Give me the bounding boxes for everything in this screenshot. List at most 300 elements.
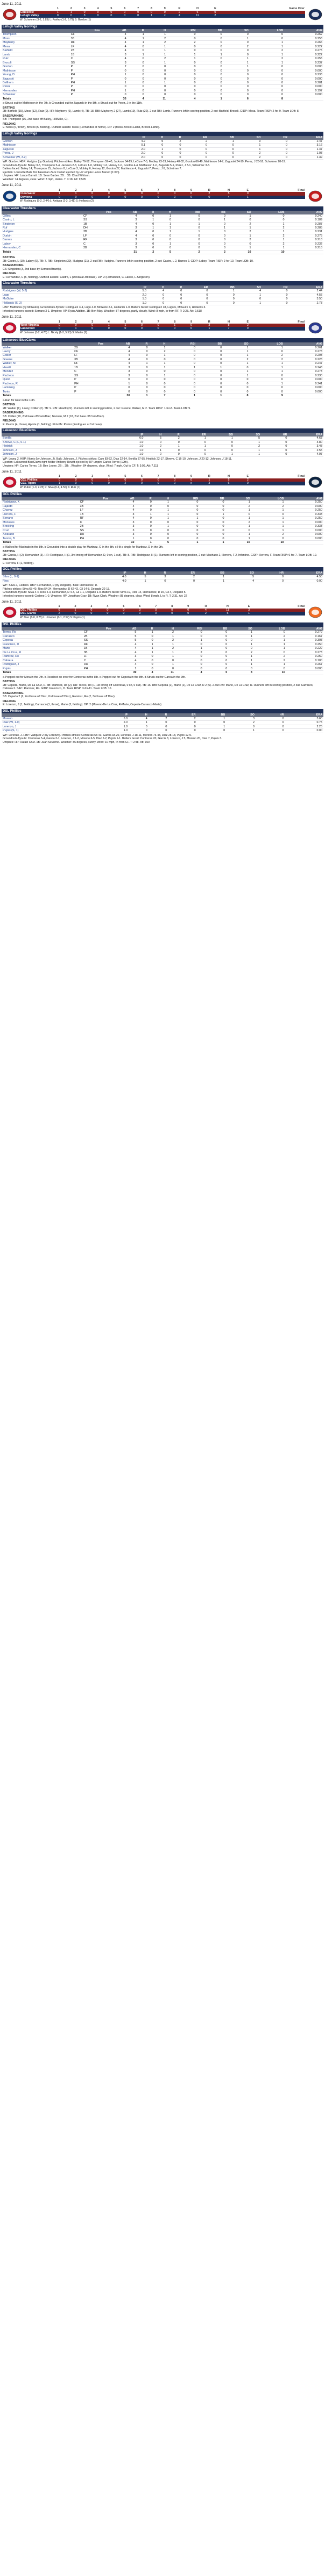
inning-score: 0 xyxy=(117,327,134,330)
player-name-link[interactable]: Durbin xyxy=(2,234,82,238)
column-header-row xyxy=(2,713,323,717)
stat-cell: 0 xyxy=(170,520,199,524)
inning-score: 1 xyxy=(51,192,68,195)
stat-cell: 0 xyxy=(166,370,196,374)
player-name-link[interactable]: Lamb xyxy=(2,53,70,56)
stat-cell: 0 xyxy=(167,45,196,48)
inning-label: 2 xyxy=(68,189,84,192)
stat-cell: 0 xyxy=(135,533,152,536)
stat-cell: 1 xyxy=(234,440,261,444)
player-name-link[interactable]: Fajardo xyxy=(2,504,79,508)
player-name-link[interactable]: Marte xyxy=(2,647,83,650)
team-name[interactable]: Clearwater xyxy=(20,192,51,195)
stat-cell: 1 xyxy=(226,729,256,733)
stat-cell: 5 xyxy=(153,541,170,545)
stat-cell: 0 xyxy=(181,448,207,452)
inning-label: 5 xyxy=(117,320,134,324)
stat-cell: 0 xyxy=(183,297,209,301)
notes-heading: BATTING xyxy=(3,550,15,554)
player-row xyxy=(2,639,323,642)
player-name-link[interactable]: Cepeda xyxy=(2,639,83,642)
stat-cell: 3B xyxy=(83,650,112,654)
player-name-link[interactable]: Pacheco, R xyxy=(2,382,73,385)
stat-cell: 0 xyxy=(149,390,166,393)
row-spacer xyxy=(257,327,305,330)
stat-cell: 0 xyxy=(199,525,225,528)
team-name[interactable]: Lehigh Valley xyxy=(20,14,51,17)
inning-score: 0 xyxy=(166,482,183,485)
player-row xyxy=(2,357,323,361)
player-name-link[interactable]: Laboy xyxy=(2,242,82,246)
player-name-link[interactable]: Mendez xyxy=(2,370,73,374)
stat-cell: 0 xyxy=(131,354,149,357)
stat-cell: 2 xyxy=(223,357,249,361)
stat-cell: 1 xyxy=(223,346,249,350)
inning-score: 0 xyxy=(238,192,257,195)
stat-cell: 1 xyxy=(172,230,201,234)
stat-cell: 1B xyxy=(79,512,110,516)
stat-cell: 4 xyxy=(109,517,135,520)
player-name-link[interactable]: Hernandez, C xyxy=(2,246,82,250)
stat-cell: 4.80 xyxy=(288,440,323,444)
stat-cell: 1 xyxy=(145,81,167,85)
stat-cell: 10 xyxy=(253,671,286,675)
stat-cell: 0 xyxy=(225,512,251,516)
stat-cell: 2 xyxy=(250,57,284,61)
stat-cell: 0.000 xyxy=(284,386,323,390)
inning-score: 0 xyxy=(133,192,150,195)
stat-cell: 0.000 xyxy=(285,536,323,540)
player-name-link[interactable]: Lavoy xyxy=(2,349,73,353)
stat-cell: 0 xyxy=(131,374,149,377)
team-name[interactable]: Lakewood xyxy=(20,327,51,330)
player-name-link[interactable]: Barfield xyxy=(2,49,70,53)
stat-cell: C xyxy=(73,370,104,374)
stat-cell: 1 xyxy=(153,525,170,528)
box-notes xyxy=(2,254,323,280)
player-name-link[interactable]: Mayberry xyxy=(2,41,70,45)
stat-cell: 1 xyxy=(253,639,286,642)
player-name-link[interactable]: Monsees xyxy=(2,520,79,524)
player-name-link[interactable]: Cruz xyxy=(2,528,79,532)
player-name-link[interactable]: Perez, J xyxy=(2,152,111,155)
player-name-link[interactable]: Alvarado xyxy=(2,533,79,536)
player-row xyxy=(2,579,323,583)
player-name-link[interactable]: Brocoli xyxy=(2,61,70,65)
stat-cell: 4 xyxy=(104,349,131,353)
stat-cell: 4 xyxy=(175,671,203,675)
stat-cell: 0 xyxy=(172,214,201,218)
stat-cell: 1 xyxy=(234,453,261,456)
player-name-link[interactable]: Herrera, F xyxy=(2,512,79,516)
stat-cell: 2 xyxy=(227,222,252,226)
player-name-link[interactable]: Zagurski xyxy=(2,77,70,81)
stat-cell: 1 xyxy=(155,222,172,226)
stat-cell xyxy=(284,394,323,398)
stat-cell: 0 xyxy=(183,301,209,305)
stat-cell: 0.333 xyxy=(285,512,323,516)
stat-cell: 0.237 xyxy=(284,61,323,65)
totals-row xyxy=(2,394,323,398)
stat-cell: 0.000 xyxy=(284,85,323,89)
column-header: BB xyxy=(208,136,235,140)
inning-score: 0 xyxy=(183,196,200,199)
stat-cell: 1 xyxy=(228,663,253,667)
player-name-link[interactable]: Thompson xyxy=(2,33,70,37)
stat-cell: 3.60 xyxy=(285,717,323,721)
player-name-link[interactable]: Schwimer (W, 3-2) xyxy=(2,155,111,159)
player-name-link[interactable]: Hedrick xyxy=(2,445,109,448)
linescore-row xyxy=(20,14,305,17)
stat-cell: 0 xyxy=(135,500,152,504)
stat-cell: 0 xyxy=(131,386,149,390)
notes-text: E: Hernandez, C (5, fielding). Outfield assists: Castro, L (Davila at 3rd base). DP: 2 (Hernandez, C-Castro, L-Singleton). xyxy=(3,275,151,279)
away-team-logo-icon xyxy=(2,320,18,335)
player-name-link[interactable]: Hernandez xyxy=(2,89,70,92)
player-name-link[interactable]: Johnson, J xyxy=(2,448,109,452)
box-title: GCL Phillies xyxy=(2,567,323,571)
stat-cell: 3 xyxy=(109,512,135,516)
inning-label: 6 xyxy=(132,605,148,608)
stat-cell: 1 xyxy=(166,366,196,369)
stat-cell: 1 xyxy=(128,37,145,40)
stat-cell: 0 xyxy=(135,525,152,528)
stat-cell: 1 xyxy=(175,639,203,642)
notes-text: WP: Silva 2, Cedeno. HBP: Hernandez, D (by Delgado). Balk: Hernandez, D. xyxy=(3,584,98,588)
stat-cell: 0 xyxy=(170,536,199,540)
stat-cell: 4 xyxy=(225,579,255,583)
stat-cell: 1B xyxy=(73,366,104,369)
stat-cell: 1 xyxy=(250,53,284,56)
column-header: Pos xyxy=(83,627,112,631)
inning-score: 1 xyxy=(145,14,158,17)
stat-cell: 0 xyxy=(175,642,203,646)
column-header: LOB xyxy=(252,211,286,214)
inning-score: 0 xyxy=(83,612,100,615)
player-name-link[interactable]: Lugo xyxy=(2,293,112,297)
stat-cell: 1 xyxy=(155,214,172,218)
column-header: RBI xyxy=(172,211,201,214)
stat-cell: 1 xyxy=(138,218,155,222)
box-title: Lakewood BlueClaws xyxy=(2,338,323,342)
column-header: AB xyxy=(104,342,131,346)
player-name-link[interactable]: Ruf xyxy=(2,226,82,230)
stat-cell: 1 xyxy=(223,370,249,374)
stat-cell: 1 xyxy=(201,226,227,230)
player-name-link[interactable]: Rios xyxy=(2,579,88,583)
player-name-link[interactable]: Lorenzo, J xyxy=(2,725,90,728)
player-name-link[interactable]: Bonilla xyxy=(2,437,109,440)
player-name-link[interactable]: Gordon xyxy=(2,140,111,144)
stat-cell: 0 xyxy=(181,453,207,456)
stat-cell: 4 xyxy=(104,362,131,366)
inning-score: 0 xyxy=(131,14,145,17)
stat-cell: 0 xyxy=(170,509,199,512)
stat-cell: 0 xyxy=(101,93,128,97)
player-name-link[interactable]: Gillies xyxy=(2,214,82,218)
stat-cell: 0 xyxy=(145,69,167,73)
inning-score: 0 xyxy=(51,478,68,482)
stat-cell: 3 xyxy=(104,370,131,374)
row-spacer xyxy=(223,14,305,17)
player-name-link[interactable]: Diaz (W, 1-0) xyxy=(2,721,90,725)
away-team-logo-icon xyxy=(2,189,18,204)
stat-cell: 0 xyxy=(196,93,223,97)
stat-cell: 1 xyxy=(153,509,170,512)
player-name-link[interactable]: Serrano xyxy=(2,517,79,520)
team-name[interactable]: Daytona xyxy=(20,196,51,199)
stat-cell: LF xyxy=(79,509,110,512)
batting-table xyxy=(2,211,323,255)
inning-score: 2 xyxy=(200,192,219,195)
inning-label: 1 xyxy=(51,605,67,608)
player-name-link[interactable]: Hewitt xyxy=(2,366,73,369)
player-name-link[interactable]: Castro, L xyxy=(2,218,82,222)
stat-cell: 0 xyxy=(101,77,128,81)
player-name-link[interactable]: Hollands (S, 2) xyxy=(2,301,112,305)
column-header xyxy=(2,285,112,289)
team-name[interactable]: GCL Phillies xyxy=(20,478,51,482)
player-name-link[interactable]: Torres, Ro xyxy=(2,631,83,634)
column-header: AVG xyxy=(285,497,323,500)
player-name-link[interactable]: Zagurski xyxy=(2,147,111,151)
player-name-link[interactable]: Mathieson xyxy=(2,144,111,147)
player-name-link[interactable]: Collier xyxy=(2,354,73,357)
stat-cell: 0 xyxy=(138,234,155,238)
team-name[interactable]: DSL Giants xyxy=(20,612,51,615)
stat-cell: 0 xyxy=(196,390,223,393)
stat-cell: 1 xyxy=(251,520,285,524)
player-name-link[interactable]: Mesa xyxy=(2,45,70,48)
stat-cell: 0 xyxy=(145,85,167,89)
column-header: SO xyxy=(223,342,249,346)
stat-cell: 0.247 xyxy=(284,362,323,366)
player-row xyxy=(2,533,323,536)
inning-score: 11 xyxy=(215,609,240,612)
stat-cell: 0 xyxy=(101,85,128,89)
stat-cell: 1 xyxy=(149,366,166,369)
stat-cell: 3 xyxy=(112,242,138,246)
stat-cell: 0 xyxy=(262,140,288,144)
stat-cell: 0 xyxy=(146,152,164,155)
stat-cell: 1 xyxy=(234,448,261,452)
player-name-link[interactable]: Tunis xyxy=(2,390,73,393)
player-name-link[interactable]: Singleton xyxy=(2,222,82,226)
player-name-link[interactable]: Ruiz xyxy=(2,57,70,61)
stat-cell: 0 xyxy=(250,77,284,81)
stat-cell: 1 xyxy=(227,226,252,230)
notes-text: 2B: Castro, L (10), Laboy (9). TB: 7. RBI: Singleton (39), Hudgins (21). 2-out RBI: Hudgins. Runners left in scoring position, 2 out: Castro, L 2, Barnes 2. GIDP: Laboy. Team RISP: 2-for-10. Team LOB: 10. xyxy=(3,259,254,263)
stat-cell: 0 xyxy=(228,647,253,650)
player-name-link[interactable]: Schwimer xyxy=(2,93,70,97)
player-row xyxy=(2,374,323,377)
player-row xyxy=(2,517,323,520)
stat-cell: 2 xyxy=(149,349,166,353)
player-row xyxy=(2,655,323,659)
notes-text: Weather: 74 degrees, clear. Wind: 8 mph, Varies. T: 3:18. Att: 9,505 xyxy=(3,177,86,181)
stat-cell: 0 xyxy=(167,49,196,53)
notes-text: SB: Cepeda 2 (2, 2nd base off Diaz, 2nd base off Diaz), Ramirez, Ro (2, 3rd base off Diaz). xyxy=(3,695,116,699)
linescore xyxy=(18,189,307,203)
team-name[interactable]: GCL Tigers xyxy=(20,482,51,485)
player-row xyxy=(2,49,323,53)
inning-score: 0 xyxy=(131,11,145,14)
stat-cell: 0.000 xyxy=(284,69,323,73)
stat-cell: 0 xyxy=(250,89,284,92)
stat-cell: 1 xyxy=(235,144,262,147)
column-header xyxy=(2,627,83,631)
player-name-link[interactable]: Greene xyxy=(2,357,73,361)
stat-cell: 2.0 xyxy=(100,721,129,725)
player-name-link[interactable]: Barnes xyxy=(2,238,82,242)
stat-cell: 1 xyxy=(227,246,252,250)
stat-cell: 0 xyxy=(252,218,286,222)
player-name-link[interactable]: Rodriguez (W, 5-2) xyxy=(2,289,112,293)
inning-score: 3 xyxy=(78,14,91,17)
column-header: R xyxy=(138,211,155,214)
player-name-link[interactable]: Tarrow, B xyxy=(2,536,79,540)
pitching-decision: W: Rodriguez (5-2, 2.44) L: Antigua (2-3, 3.41) S: Hollands (2) xyxy=(20,199,94,203)
stat-cell: 0 xyxy=(131,349,149,353)
player-name-link[interactable]: Shreve, C (L, 0-1) xyxy=(2,440,109,444)
stat-cell: 0 xyxy=(145,65,167,69)
player-name-link[interactable]: Perez xyxy=(2,85,70,89)
notes-text: Inherited runners-scored: Serrano 3-1. Umpires: HP: Ryan Additon. 1B: Ben May. Weather: 87 degrees, partly cloudy. Wind: 8 mph, In from RF. T: 2:23. Att: 2,518 xyxy=(3,309,202,313)
inning-score: 0 xyxy=(118,11,131,14)
column-header: IP xyxy=(120,136,146,140)
stat-cell: RF xyxy=(73,362,104,366)
stat-cell: 2 xyxy=(101,65,128,69)
inning-label: H xyxy=(219,320,238,324)
inning-label: 9 xyxy=(183,320,200,324)
inning-score: 0 xyxy=(68,478,84,482)
stat-cell: 0 xyxy=(135,517,152,520)
inning-score: 0 xyxy=(117,196,134,199)
home-team-logo-icon xyxy=(307,320,323,335)
player-name-link[interactable]: Pujols xyxy=(2,667,83,670)
stat-cell: 4 xyxy=(101,57,128,61)
player-name-link[interactable]: Pacheco xyxy=(2,374,73,377)
player-name-link[interactable]: Walker, M xyxy=(2,362,73,366)
stat-cell: 1 xyxy=(251,525,285,528)
away-team-logo-icon xyxy=(2,475,18,490)
notes-heading: FIELDING xyxy=(3,272,16,276)
player-row xyxy=(2,218,323,222)
player-row xyxy=(2,721,323,725)
player-name-link[interactable]: Hudgins xyxy=(2,230,82,234)
totals-row xyxy=(2,671,323,675)
stat-cell: 0 xyxy=(104,378,131,382)
player-row xyxy=(2,230,323,234)
player-row xyxy=(2,238,323,242)
stat-cell: 1 xyxy=(145,53,167,56)
player-name-link[interactable]: Walker xyxy=(2,346,73,350)
player-name-link[interactable]: Francisco, D xyxy=(2,642,83,646)
stat-cell: 1 xyxy=(207,453,234,456)
player-name-link[interactable]: Moss xyxy=(2,37,70,40)
stat-cell: 3 xyxy=(109,528,135,532)
stat-cell: 0 xyxy=(172,242,201,246)
stat-cell: 0 xyxy=(149,357,166,361)
player-name-link[interactable]: Brocking xyxy=(2,525,79,528)
stat-cell: PH xyxy=(79,536,110,540)
player-name-link[interactable]: Young, D xyxy=(2,73,70,77)
notes-text: SB: Collier (18, 2nd base off Cam/Diaz, Noonan, M 2 (18, 2nd base off Cam/Diaz). xyxy=(3,414,105,418)
player-name-link[interactable]: Carrasco xyxy=(2,634,83,638)
notes-heading: FIELDING xyxy=(3,699,16,703)
team-name[interactable]: DSL Phillies xyxy=(20,609,51,612)
stat-cell: 1.0 xyxy=(100,725,129,728)
stat-cell: 1 xyxy=(253,647,286,650)
stat-cell: 1 xyxy=(153,500,170,504)
inning-label: E xyxy=(240,605,258,608)
stat-cell: 0 xyxy=(155,218,172,222)
stat-cell: LF xyxy=(70,45,101,48)
inning-score: 0 xyxy=(238,327,257,330)
player-name-link[interactable]: Lamming xyxy=(2,386,73,390)
stat-cell: 0 xyxy=(201,230,227,234)
stat-cell: 1 xyxy=(228,659,253,662)
player-name-link[interactable]: Ramirez, Ro xyxy=(2,655,83,659)
player-name-link[interactable]: Rodriguez, J xyxy=(2,663,83,667)
player-row xyxy=(2,73,323,77)
linescore-box xyxy=(2,475,323,491)
inning-score: 0 xyxy=(133,196,150,199)
home-team-logo-icon xyxy=(307,7,323,22)
player-name-link[interactable]: Pujols (S, 1) xyxy=(2,729,90,733)
stat-cell: 10 xyxy=(252,250,286,254)
stat-cell: 1B xyxy=(82,222,112,226)
stat-cell: 2 xyxy=(145,37,167,40)
column-header: HR xyxy=(262,136,288,140)
player-name-link[interactable]: De La Cruz, R xyxy=(2,650,83,654)
inning-score: 1 xyxy=(200,478,219,482)
team-name[interactable]: Louisville xyxy=(20,11,51,14)
stat-cell: 2.44 xyxy=(289,289,324,293)
player-name-link[interactable]: Quinn xyxy=(2,378,73,382)
player-name-link[interactable]: Moreno xyxy=(2,717,90,721)
stat-cell: 0.000 xyxy=(284,390,323,393)
stat-cell: 0 xyxy=(128,61,145,65)
player-name-link[interactable]: Rodriguez, K xyxy=(2,500,79,504)
stat-cell: 3 xyxy=(109,525,135,528)
player-name-link[interactable]: Johnson, J xyxy=(2,453,109,456)
stat-cell: 0 xyxy=(170,528,199,532)
stat-cell: 0 xyxy=(196,49,223,53)
player-name-link[interactable]: McGuire xyxy=(2,297,112,301)
stat-cell: 0 xyxy=(166,354,196,357)
team-name[interactable]: West Virginia xyxy=(20,324,51,327)
box-notes xyxy=(2,675,323,707)
linescore-row xyxy=(20,612,305,615)
player-name-link[interactable]: Mathieson xyxy=(2,69,70,73)
stat-cell: 0 xyxy=(203,655,229,659)
player-name-link[interactable]: Bellhorn xyxy=(2,81,70,85)
stat-cell: 4 xyxy=(109,509,135,512)
stat-cell: 1 xyxy=(250,370,284,374)
stat-cell: SS xyxy=(70,61,101,65)
player-name-link[interactable]: Gordon xyxy=(2,65,70,69)
stat-cell: 0 xyxy=(261,440,288,444)
stat-cell: 1 xyxy=(144,448,162,452)
stat-cell: 0 xyxy=(153,536,170,540)
player-name-link[interactable]: Silva (L, 0-1) xyxy=(2,575,88,579)
stat-cell: 0 xyxy=(167,81,196,85)
player-row xyxy=(2,437,323,440)
column-header: SO xyxy=(226,713,256,717)
player-name-link[interactable]: Cabrera xyxy=(2,659,83,662)
player-name-link[interactable]: Chavez xyxy=(2,509,79,512)
